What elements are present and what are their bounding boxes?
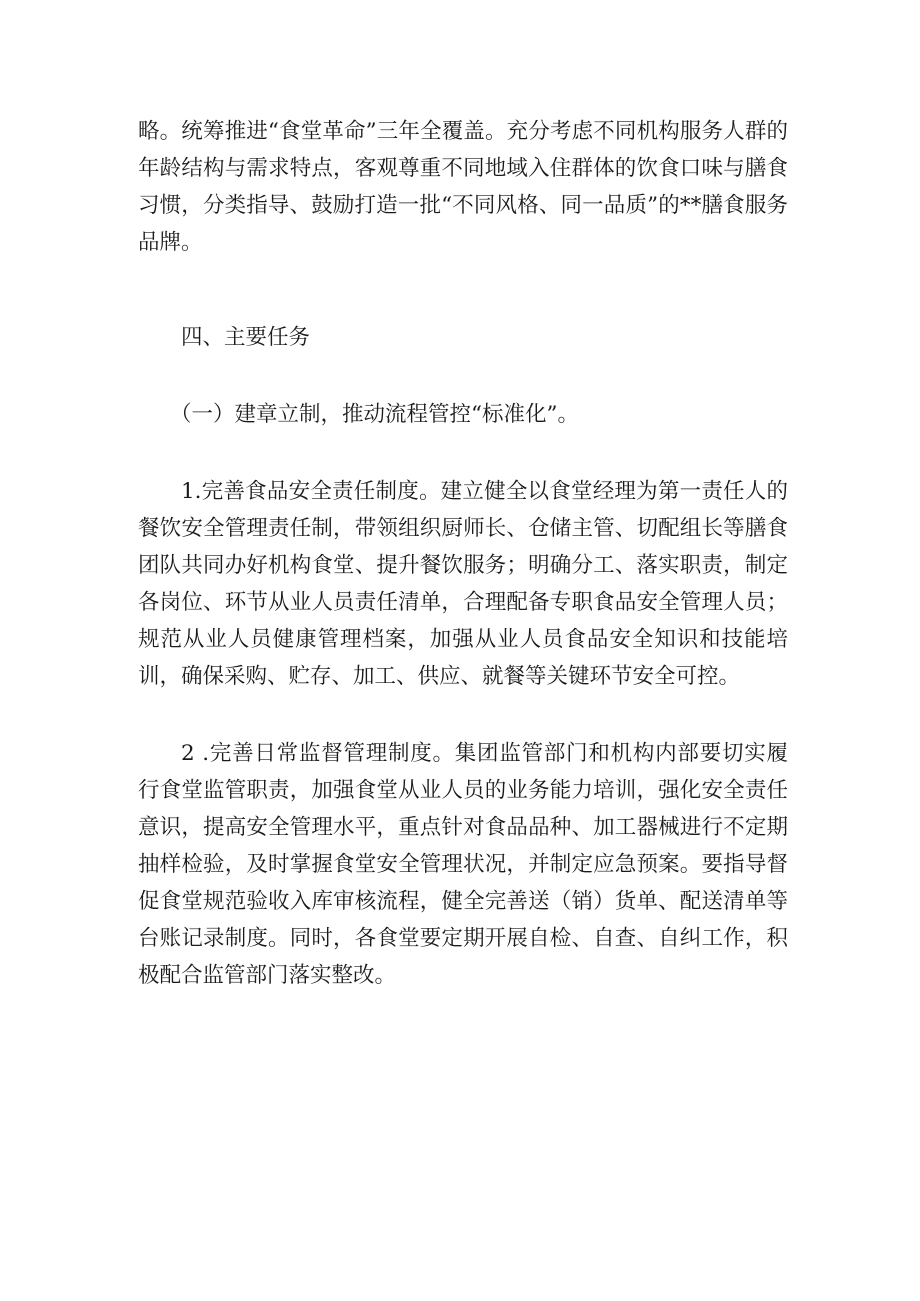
paragraph-food-safety-responsibility: 1.完善食品安全责任制度。建立健全以食堂经理为第一责任人的餐饮安全管理责任制，带领组织厨师长、仓储主管、切配组长等膳食团队共同办好机构食堂、提升餐饮服务；明确分工、落实职责，制定各岗位、环节从业人员责任清单，合理配备专职食品安全管理人员；规范从业人员健康管理档案，加强从业人员食品安全知识和技能培训，确保采购、贮存、加工、供应、就餐等关键环节安全可控。 bbox=[138, 479, 788, 689]
subsection-heading-standardization: （一）建章立制，推动流程管控“标准化”。 bbox=[170, 402, 579, 427]
paragraph-continuation: 略。统筹推进“食堂革命”三年全覆盖。充分考虑不同机构服务人群的年龄结构与需求特点，客观尊重不同地域入住群体的饮食口味与膳食习惯，分类指导、鼓励打造一批“不同风格、同一品质”的**膳食服务品牌。 bbox=[138, 119, 788, 255]
section-heading-main-tasks: 四、主要任务 bbox=[181, 325, 311, 350]
document-body bbox=[138, 113, 788, 994]
paragraph-daily-supervision: 2 .完善日常监督管理制度。集团监管部门和机构内部要切实履行食堂监管职责，加强食堂从业人员的业务能力培训，强化安全责任意识，提高安全管理水平，重点针对食品品种、加工器械进行不定期抽样检验，及时掌握食堂安全管理状况，并制定应急预案。要指导督促食堂规范验收入库审核流程，健全完善送（销）货单、配送清单等台账记录制度。同时，各食堂要定期开展自检、自查、自纠工作，积极配合监管部门落实整改。 bbox=[138, 741, 788, 988]
